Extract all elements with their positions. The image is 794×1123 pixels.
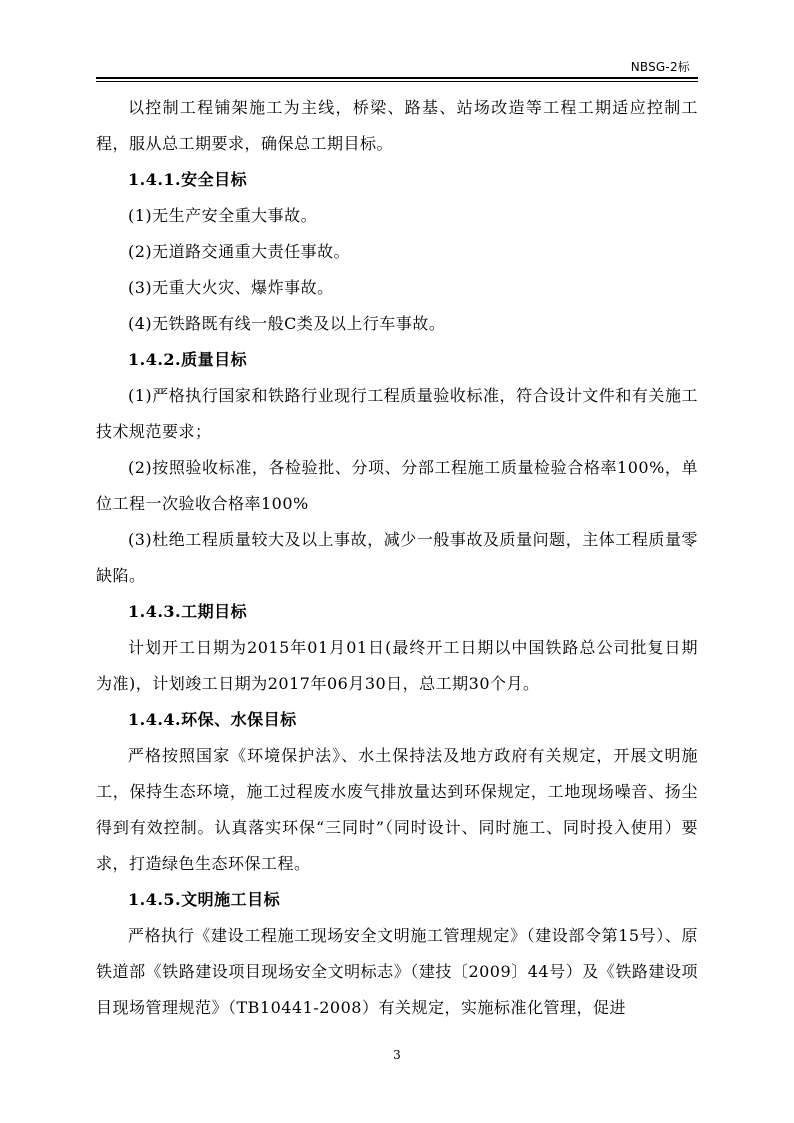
heading-environment-goals: 1.4.4.环保、水保目标 <box>128 710 297 729</box>
document-body <box>96 90 698 1026</box>
heading-schedule-goals: 1.4.3.工期目标 <box>128 602 248 621</box>
quality-item-3: (3)杜绝工程质量较大及以上事故，减少一般事故及质量问题，主体工程质量零缺陷。 <box>96 530 698 585</box>
header-label: NBSG-2标 <box>630 60 690 74</box>
schedule-paragraph: 计划开工日期为2015年01月01日(最终开工日期以中国铁路总公司批复日期为准)，计划竣工日期为2017年06月30日，总工期30个月。 <box>96 638 698 693</box>
safety-item-1: (1)无生产安全重大事故。 <box>128 206 318 225</box>
environment-paragraph: 严格按照国家《环境保护法》、水土保持法及地方政府有关规定，开展文明施工，保持生态环境，施工过程废水废气排放量达到环保规定，工地现场噪音、扬尘得到有效控制。认真落实环保“三同时”（同时设计、同时施工、同时投入使用）要求，打造绿色生态环保工程。 <box>96 746 698 873</box>
safety-item-3: (3)无重大火灾、爆炸事故。 <box>128 278 334 297</box>
safety-item-2: (2)无道路交通重大责任事故。 <box>128 242 351 261</box>
safety-item-4: (4)无铁路既有线一般C类及以上行车事故。 <box>128 314 446 333</box>
quality-item-2: (2)按照验收标准，各检验批、分项、分部工程施工质量检验合格率100%，单位工程一次验收合格率100% <box>96 458 698 513</box>
heading-civilized-construction-goals: 1.4.5.文明施工目标 <box>128 890 281 909</box>
header-rule-thick <box>96 77 698 79</box>
quality-item-1: (1)严格执行国家和铁路行业现行工程质量验收标准，符合设计文件和有关施工技术规范要求； <box>96 386 698 441</box>
heading-quality-goals: 1.4.2.质量目标 <box>128 350 248 369</box>
header-rule-thin <box>96 81 698 82</box>
page-number: 3 <box>393 1048 401 1062</box>
civilized-construction-paragraph: 严格执行《建设工程施工现场安全文明施工管理规定》（建设部令第15号）、原铁道部《铁路建设项目现场安全文明标志》（建技〔2009〕44号）及《铁路建设项目现场管理规范》（TB10441-2008）有关规定，实施标准化管理，促进 <box>96 926 698 1017</box>
heading-safety-goals: 1.4.1.安全目标 <box>128 170 248 189</box>
intro-paragraph: 以控制工程铺架施工为主线，桥梁、路基、站场改造等工程工期适应控制工程，服从总工期要求，确保总工期目标。 <box>96 98 698 153</box>
